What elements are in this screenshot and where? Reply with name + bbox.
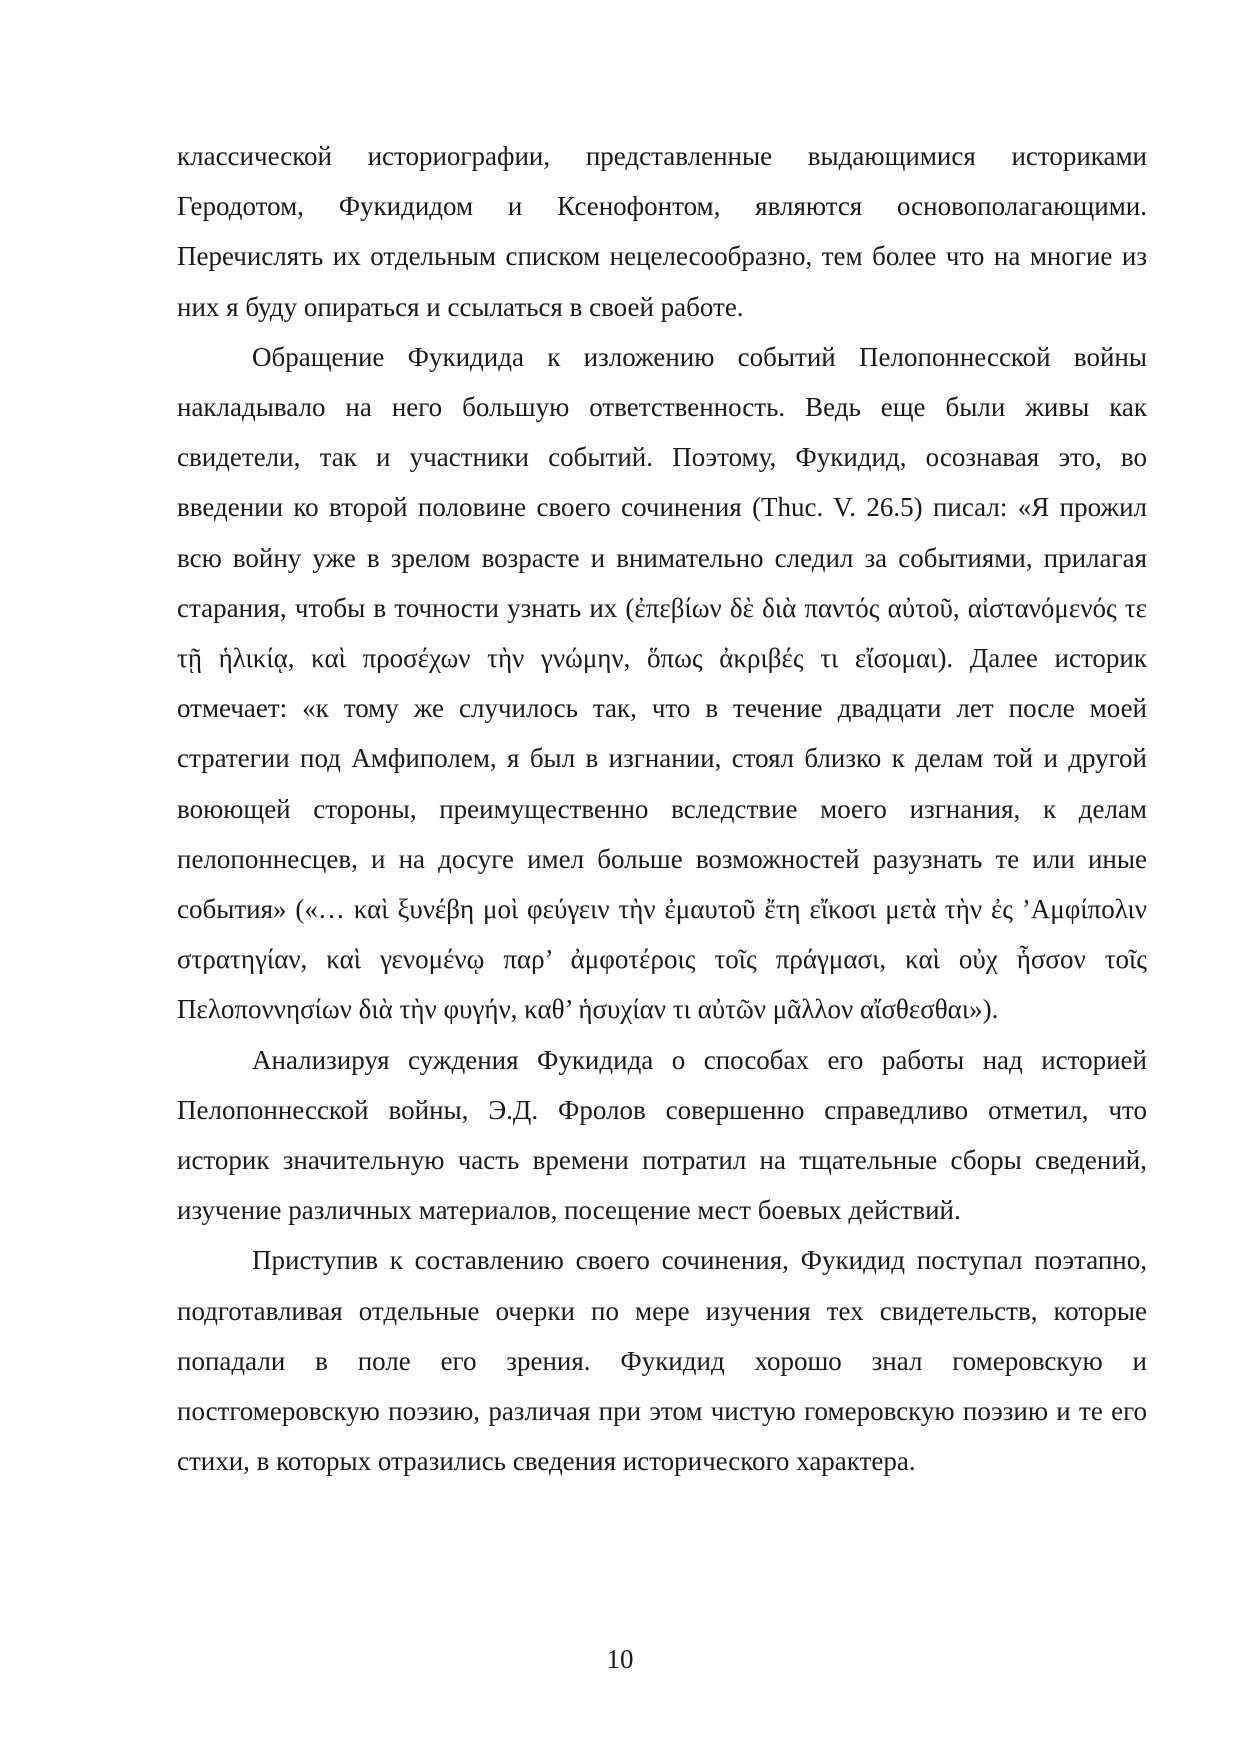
body-text <box>177 131 1147 1486</box>
paragraph-1: классической историографии, представленные выдающимися историками Геродотом, Фукидидом и Ксенофонтом, являются основополагающими. Перечислять их отдельным списком нецелесообразно, тем более что на многие из них я буду опираться и ссылаться в своей работе. <box>177 141 1147 322</box>
paragraph-4: Приступив к составлению своего сочинения, Фукидид поступал поэтапно, подготавливая отдельные очерки по мере изучения тех свидетельств, которые попадали в поле его зрения. Фукидид хорошо знал гомеровскую и постгомеровскую поэзию, различая при этом чистую гомеровскую поэзию и те его стихи, в которых отразились сведения исторического характера. <box>177 1245 1147 1477</box>
page-number: 10 <box>606 1644 634 1674</box>
paragraph-2: Обращение Фукидида к изложению событий Пелопоннесской войны накладывало на него большую ответственность. Ведь еще были живы как свидетели, так и участники событий. Поэтому, Фукидид, осознавая это, во введении ко второй половине своего сочинения (Thuc. V. 26.5) писал: «Я прожил всю войну уже в зрелом возрасте и внимательно следил за событиями, прилагая старания, чтобы в точности узнать их (ἐπεβίων δὲ διὰ παντός αὐτοῦ, αἰστανόμενός τε τῇ ἡλικίᾳ, καὶ προσέχων τὴν γνώμην, ὅπως ἀκριβές τι εἴσομαι). Далее историк отмечает: «к тому же случилось так, что в течение двадцати лет после моей стратегии под Амфиполем, я был в изгнании, стоял близко к делам той и другой воюющей стороны, преимущественно вследствие моего изгнания, к делам пелопоннесцев, и на досуге имел больше возможностей разузнать те или иные события» («… καὶ ξυνέβη μοὶ φεύγειν τὴν ἐμαυτοῦ ἔτη εἴκοσι μετὰ τὴν ἐς ’Αμφίπολιν στρατηγίαν, καὶ γενομένῳ παρ’ ἀμφοτέροις τοῖς πράγμασι, καὶ οὐχ ἧσσον τοῖς Πελοποννησίων διὰ τὴν φυγήν, καθ’ ἡσυχίαν τι αὐτῶν μᾶλλον αἴσθεσθαι»). <box>177 341 1147 1025</box>
paragraph-3: Анализируя суждения Фукидида о способах его работы над историей Пелопоннесской войны, Э.Д. Фролов совершенно справедливо отметил, что историк значительную часть времени потратил на тщательные сборы сведений, изучение различных материалов, посещение мест боевых действий. <box>177 1044 1147 1226</box>
